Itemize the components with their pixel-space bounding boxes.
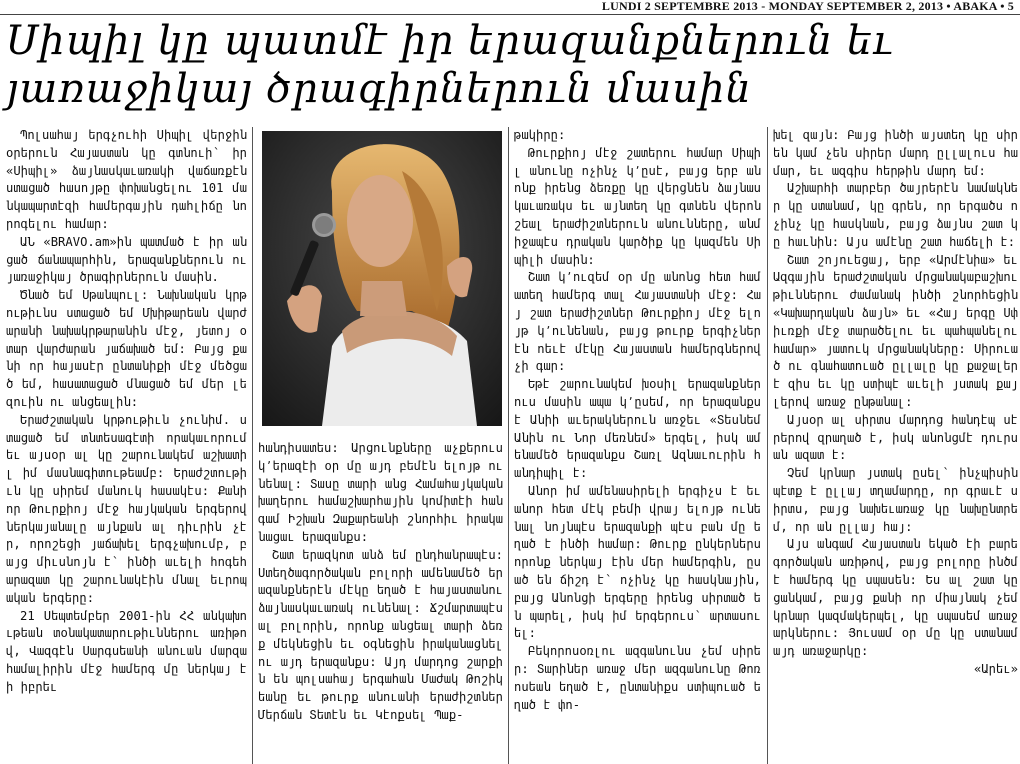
column-divider — [508, 127, 509, 764]
paragraph: ԱՆ «BRAVO.am»ին պատմած է իր անցած ճանապարհին, երազանքներուն ու յառաջիկայ ծրագիրներուն մասին. — [6, 234, 247, 285]
masthead-line: LUNDI 2 SEPTEMBRE 2013 - MONDAY SEPTEMBER 2, 2013 • ABAKA • 5 — [601, 0, 1014, 13]
singer-photo — [262, 131, 502, 426]
article-column-3 — [514, 127, 761, 764]
paragraph: Չեմ կրնար յստակ ըսել՝ ինչպիսին պէտք է ըլլայ տղամարդը, որ գրաւէ սիրտս, բայց նախեւառաջ կը նախընտրեմ, որ ան ըլլայ հայ: — [773, 466, 1018, 534]
article-column-2 — [258, 440, 503, 764]
singer-photo-illustration — [262, 131, 502, 426]
paragraph: Շատ կ՚ուզեմ օր մը անոնց հետ համատեղ համերգ տալ Հայաստանի մէջ: Հայ շատ երաժիշտներ Թուրքիոյ մէջ ելոյթ կ՚ունենան, բայց թուրք երգիչներէն ոեւէ մէկը Հայաստան համերգներով չի գար: — [514, 270, 761, 374]
paragraph: խել զայն: Բայց ինծի այստեղ կը սիրեն կամ չեն սիրեր մարդ ըլլալուս համար, եւ ազգիս հերթին մարդ եմ: — [773, 128, 1018, 178]
paragraph: հանդիսատես: Արցունքները աչքերուս կ՚երազէի օր մը այդ բեմէն ելոյթ ունենալ: Տասը տարի անց Համահայկական խաղերու համաշխարհային կոմիտէի հանգամ Իշխան Զաքարեանի շնորհիւ իրականացաւ երազանքս: — [258, 441, 503, 544]
paragraph: Անոր իմ ամենասիրելի երգիչս է եւ անոր հետ մէկ բեմի վրայ ելոյթ ունենալ նոյնպէս երազանքի պէս բան մը եղած է ինծի համար: Թուրք ընկերներս որոնք ներկայ էին մեր համերգին, ըսած են ճիշդ է՝ ոչինչ կը հասկնային, բայց Անոնցի երգերը իրենց սիրտած են պարել, իսկ իմ երգերուս՝ արտասուել: — [514, 483, 761, 641]
paragraph: Շատ երազկոտ անձ եմ ընդհանրապէս: Ստեղծագործական բոլորի ամենամեծ երազանքներէն մէկը եղած է հայաստանու ձայնասկաւառակ ունենալ: Ճշմարտապէս ալ բոլորին, որոնք անցեալ տարի ձեռք մեկնեցին եւ օգնեցին իրականացնելու այդ երազանքս: Այդ մարդոց շարքին են պոլսահայ երգահան Մաժակ Թոշիկեանը եւ թուրք անուանի երաժիշտներ Մերճան Տետէն եւ Կէոքսել Պաք- — [258, 547, 503, 722]
article-column-4 — [773, 127, 1018, 764]
paragraph: Շատ շոյուեցայ, երբ «Արմէնիա» եւ Ազգային երաժշտական մրցանակաբաշխութիւններու ժամանակ ինծի շնորհեցին «Կախարդական ձայն» եւ «Հայ երգը Սփիւռքի մէջ տարածելու եւ պահպանելու համար» յատուկ մրցանակները: Սիրուած ու գնահատուած ըլլալը կը քաջալերէ զիս եւ կը ստիպէ աւելի յստակ քայլերով առաջ ընթանալ: — [773, 252, 1018, 409]
paragraph: Եթէ շարունակեմ խօսիլ երազանքներուս մասին ապա կ՚ըսեմ, որ երազանքս է Անիի աւերակներուն առջեւ «Տեսնեմ Անին ու Նոր մեռնեմ» երգել, իսկ ամենամեծ երազանքս Շառլ Ազնաւուրին հանդիպիլ է: — [514, 377, 761, 481]
paragraph: Պոլսահայ երգչուհի Սիպիլ վերջին օրերուն Հայաստան կը գտնուի՝ իր «Սիպիլ» ձայնասկաւառակի վաճառքէն ստացած հասոյթը փոխանցելու 101 մանկապարտէզի համերգային դահլիճը նորոգելու համար: — [6, 128, 247, 231]
article-column-1 — [6, 127, 247, 764]
paragraph: Բեկորոսօռլու ազգանունս չեմ սիրեր: Տարիներ առաջ մեր ազգանունը Թոռոսեան եղած է, ընտանիքս ստիպուած եղած է փո- — [514, 644, 761, 712]
paragraph: Թուրքիոյ մէջ շատերու համար Սիպիլ անունը ոչինչ կ՚ըսէ, բայց երբ անոնք իրենց ձեռքը կը վերցնեն ձայնասկաւառակս եւ այնտեղ կը գտնեն վերոնշեալ երաժիշտներուն անունները, անմիջապէս դրական կարծիք կը կազմեն Սիպիլի մասին: — [514, 145, 761, 267]
paragraph: 21 Սեպտեմբեր 2001-ին ՀՀ անկախութեան տօնակատարութիւններու առիթով, Վազգէն Սարգսեանի անուան մարզահամալիրին մէջ համերգ մը ներկայ էի իբրեւ — [6, 608, 247, 694]
article-headline: Սիպիլ կը պատմէ իր երազանքներուն եւ յառաջիկայ ծրագիրներուն մասին — [6, 18, 894, 112]
paragraph: թակիրը: — [514, 128, 566, 142]
paragraph: Ծնած եմ Սթանպուլ: Նախնական կրթութիւնս ստացած եմ Մխիթարեան վարժարանի նախակրթարանին մէջ, յետոյ օտար վարժարան յաճախած եմ: Բայց քանի որ հայասէր ընտանիքի մէջ մեծցած եմ, հասատացած մնացած եմ մեր լեզուին ու անցեալին: — [6, 288, 247, 409]
page-header — [0, 0, 1020, 15]
paragraph: Աշխարհի տարբեր ծայրերէն նամակներ կը ստանամ, կը գրեն, որ երգածս ոչինչ կը հասկնան, բայց ձայնս շատ կը հաւնին: Այս ամէնը շատ հաճելի է: — [773, 181, 1018, 249]
column-divider — [767, 127, 768, 764]
column-divider — [252, 127, 253, 764]
paragraph: Այս անգամ Հայաստան եկած էի բարեգործական առիթով, բայց բոլորը ինծմէ համերգ կը սպասեն: Ես ալ շատ կը ցանկամ, բայց քանի որ միայնակ չեմ կրնար կազմակերպել, կը սպասեմ առաջարկներու: Յուսամ օր մը կը ստանամ այդ առաջարկը: — [773, 537, 1018, 659]
paragraph: Այսօր ալ սիրտս մարդոց հանդէպ սէրերով զրաղած է, իսկ անոնցմէ դուրս ան ազատ է: — [773, 412, 1018, 463]
paragraph: Երաժշտական կրթութիւն չունիմ. ստացած եմ տնտեսագէտի որակաւորում եւ այսօր ալ կը շարունակեմ աշխատիլ իմ մասնագիտութեամբ: Երաժշտութիւն կը սիրեմ մանուկ հասակէս: Քանի որ Թուրքիոյ մէջ հայկական երգերով ներկայանալը այնքան ալ դիւրին չէր, որոշեցի յաճախել երգչախումբ, բայց միւսնոյն է՝ ինծի աւելի հոգեհարազատ կը շարունակէին մնալ եւրոպական երգերը: — [6, 412, 247, 605]
source-signature: «Արեւ» — [973, 661, 1018, 676]
